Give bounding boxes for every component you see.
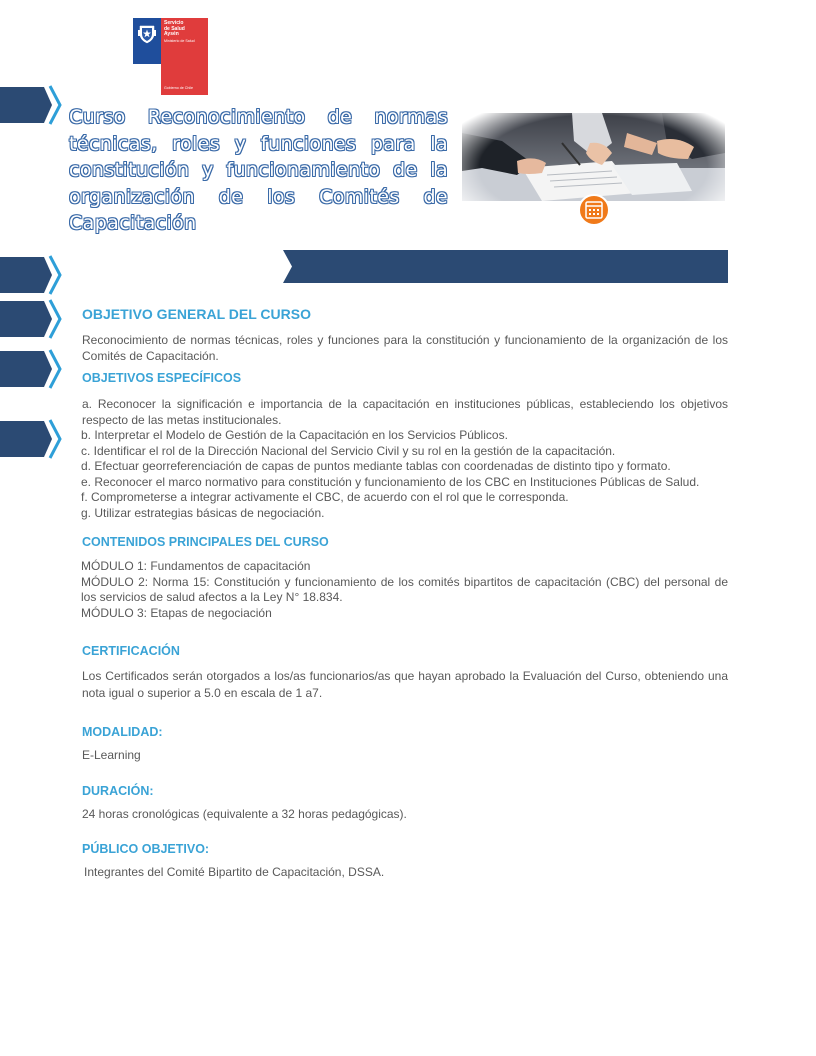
list-item: MÓDULO 1: Fundamentos de capacitación — [81, 559, 311, 573]
list-item: a. Reconocer la significación e importancia de la capacitación en instituciones públicas, estableciendo los objetivos respecto de las metas institucionales. — [82, 397, 728, 427]
list-item: e. Reconocer el marco normativo para constitución y funcionamiento de los CBC en Instituciones Públicas de Salud. — [81, 474, 700, 489]
arrow-banner-5 — [0, 419, 68, 459]
header-bar — [283, 250, 728, 283]
duracion-text: 24 horas cronológicas (equivalente a 32 horas pedagógicas). — [82, 806, 407, 821]
logo-text: Servicio de Salud Aysén Ministerio de Salud — [164, 20, 195, 43]
list-item: c. Identificar el rol de la Dirección Nacional del Servicio Civil y su rol en la gestión de la capacitación. — [81, 443, 616, 458]
arrow-banner-3 — [0, 299, 68, 339]
list-item: b. Interpretar el Modelo de Gestión de la Capacitación en los Servicios Públicos. — [81, 428, 508, 442]
arrow-banner-2 — [0, 255, 68, 295]
logo-footer: Gobierno de Chile — [164, 86, 193, 90]
objetivos-especificos-list — [82, 397, 728, 521]
coat-of-arms-icon — [137, 22, 157, 44]
arrow-banner-1 — [0, 85, 68, 125]
contenidos-list — [82, 559, 728, 621]
list-item: f. Comprometerse a integrar activamente el CBC, de acuerdo con el rol que le corresponda. — [81, 490, 569, 504]
duracion-heading: DURACIÓN: — [82, 783, 154, 798]
list-item: d. Efectuar georreferenciación de capas de puntos mediante tablas con coordenadas de distinto tipo y formato. — [81, 459, 671, 473]
arrow-banner-4 — [0, 349, 68, 389]
course-title: Curso Reconocimiento de normas técnicas, roles y funciones para la constitución y funcionamiento de la organización de los Comités de Capacitación — [69, 106, 448, 234]
meeting-photo — [462, 113, 725, 235]
objetivo-general-heading: OBJETIVO GENERAL DEL CURSO — [82, 306, 311, 322]
contenidos-heading: CONTENIDOS PRINCIPALES DEL CURSO — [82, 535, 329, 549]
list-item: g. Utilizar estrategias básicas de negociación. — [81, 505, 325, 520]
certificacion-heading: CERTIFICACIÓN — [82, 644, 180, 658]
publico-objetivo-text: Integrantes del Comité Bipartito de Capacitación, DSSA. — [84, 865, 385, 879]
objetivos-especificos-heading: OBJETIVOS ESPECÍFICOS — [82, 371, 242, 385]
modalidad-heading: MODALIDAD: — [82, 725, 163, 739]
objetivo-general-text: Reconocimiento de normas técnicas, roles y funciones para la constitución y funcionamiento de la organización de los Comités de Capacitación. — [82, 333, 728, 363]
certificacion-text: Los Certificados serán otorgados a los/as funcionarios/as que hayan aprobado la Evaluación del Curso, obteniendo una nota igual o superior a 5.0 en escala de 1 a7. — [82, 669, 728, 700]
course-content — [82, 306, 728, 881]
publico-objetivo-heading: PÚBLICO OBJETIVO: — [82, 842, 210, 856]
servicio-salud-logo — [133, 18, 208, 95]
modalidad-text: E-Learning — [82, 748, 141, 762]
list-item: MÓDULO 3: Etapas de negociación — [81, 605, 272, 620]
list-item: MÓDULO 2: Norma 15: Constitución y funcionamiento de los comités bipartitos de capacitación (CBC) del personal de los servicios de salud afectos a la Ley N° 18.834. — [81, 574, 728, 604]
